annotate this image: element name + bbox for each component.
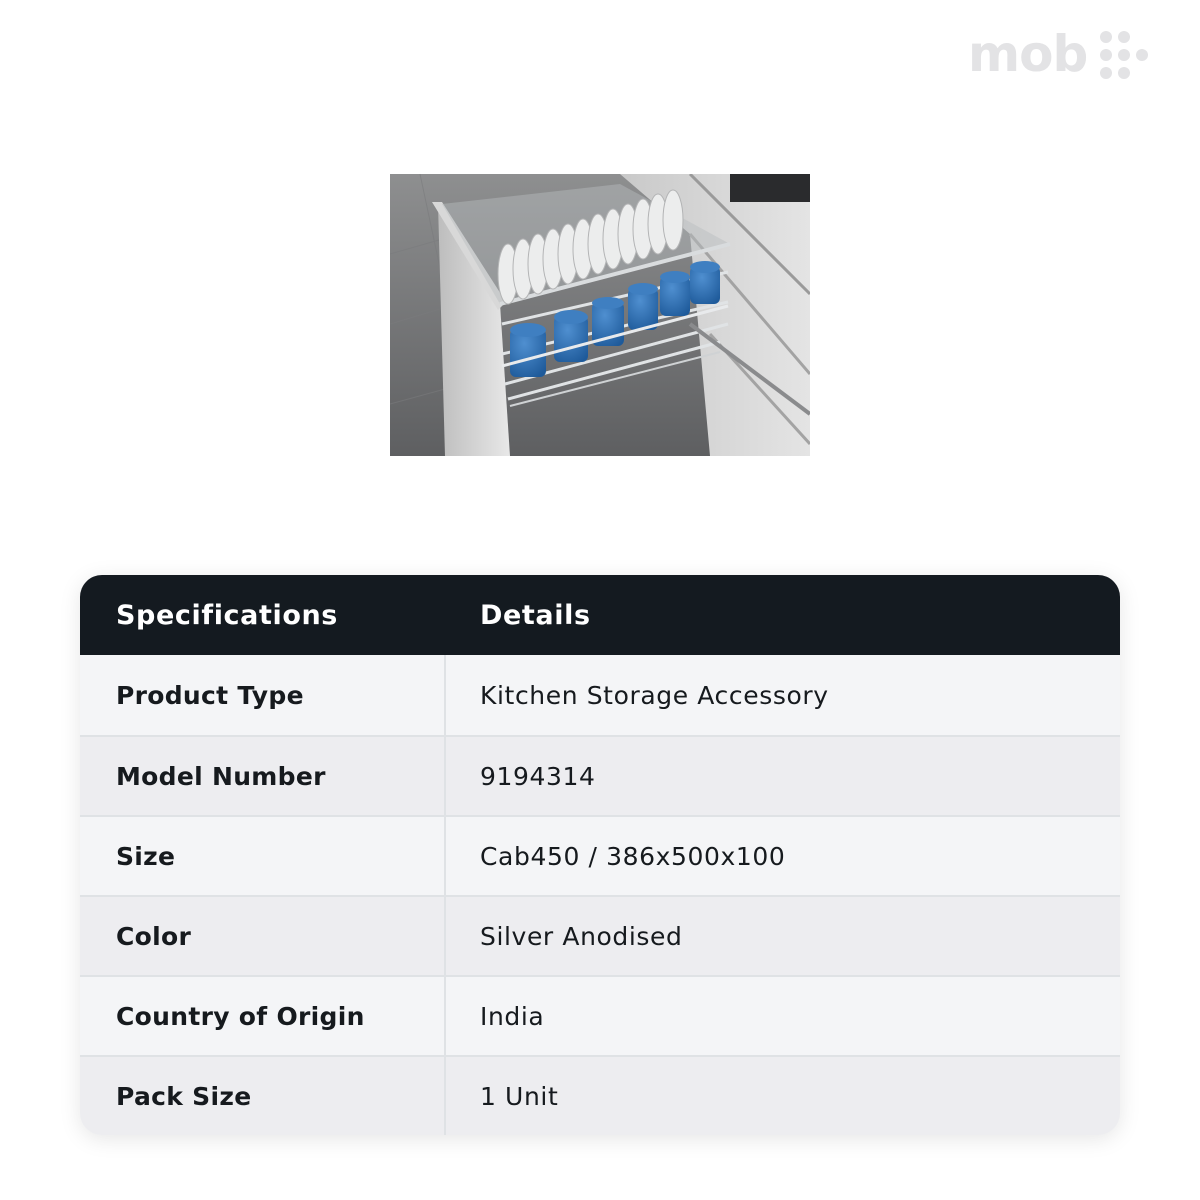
table-row <box>80 895 1120 975</box>
spec-value: Silver Anodised <box>480 921 683 951</box>
brand-logo-text: mob <box>968 25 1088 83</box>
header-specifications: Specifications <box>116 599 338 631</box>
spec-value: 1 Unit <box>480 1081 559 1111</box>
spec-label: Country of Origin <box>80 977 446 1055</box>
spec-value: Kitchen Storage Accessory <box>480 680 829 710</box>
table-row <box>80 655 1120 735</box>
table-row <box>80 975 1120 1055</box>
brand-logo[interactable] <box>968 25 1152 84</box>
table-row <box>80 735 1120 815</box>
spec-label: Size <box>80 817 446 895</box>
table-row <box>80 815 1120 895</box>
spec-label: Pack Size <box>80 1057 446 1135</box>
specifications-table <box>80 575 1120 1135</box>
spec-value: Cab450 / 386x500x100 <box>480 841 786 871</box>
table-row <box>80 1055 1120 1135</box>
kitchen-drawer-dish-rack-photo <box>390 174 810 456</box>
dot-grid-icon <box>1098 30 1150 80</box>
spec-value: India <box>480 1001 545 1031</box>
spec-label: Product Type <box>80 655 446 735</box>
product-image <box>390 174 810 456</box>
spec-label: Model Number <box>80 737 446 815</box>
spec-label: Color <box>80 897 446 975</box>
table-header <box>80 575 1120 655</box>
header-details: Details <box>480 599 591 631</box>
spec-value: 9194314 <box>480 761 596 791</box>
